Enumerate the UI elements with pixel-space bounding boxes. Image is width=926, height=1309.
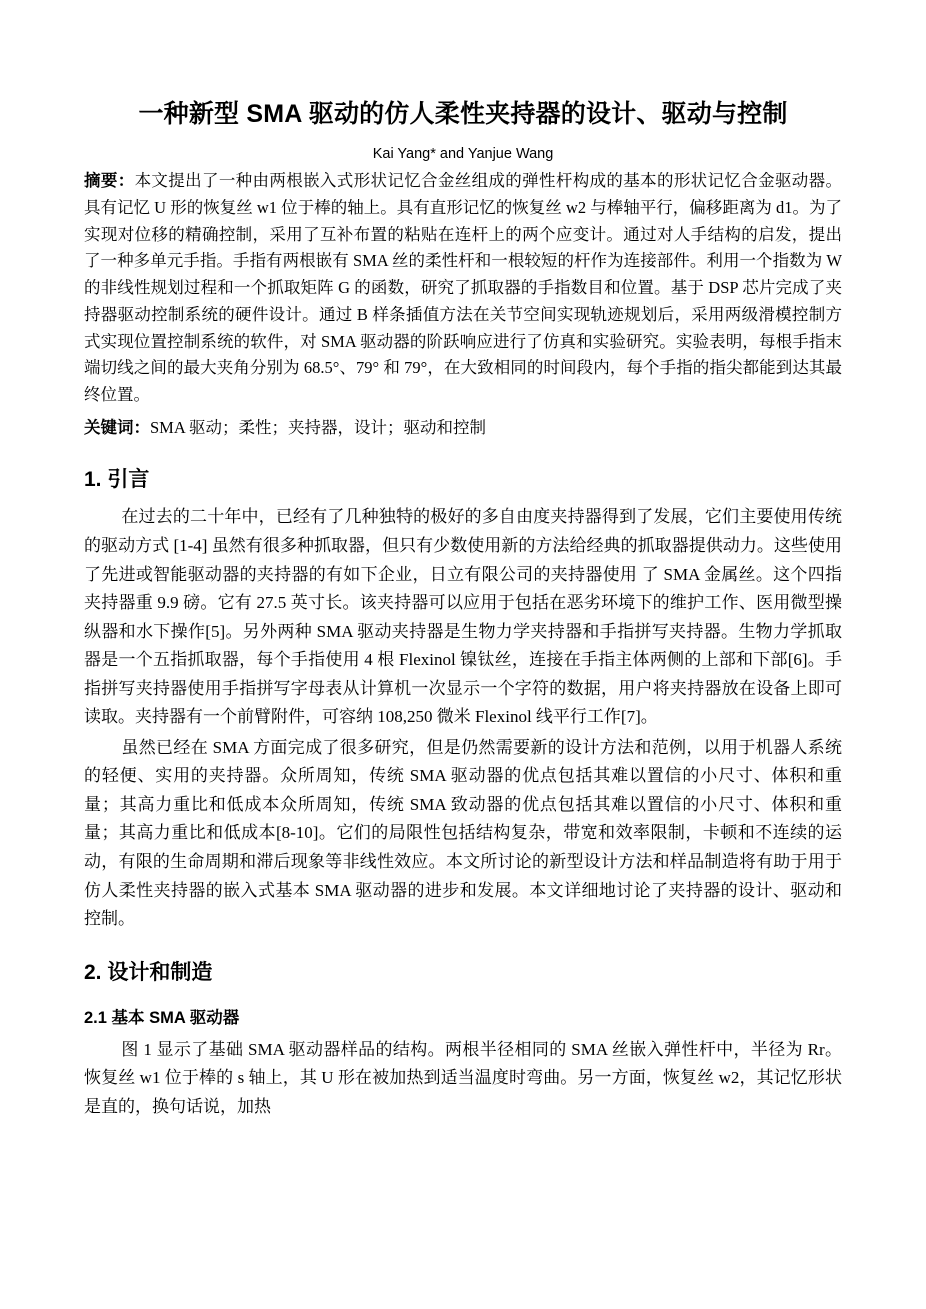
author-list: Kai Yang* and Yanjue Wang [372, 146, 554, 163]
paragraph: 在过去的二十年中，已经有了几种独特的极好的多自由度夹持器得到了发展，它们主要使用传统的驱动方式 [1-4] 虽然有很多种抓取器，但只有少数使用新的方法给经典的抓取器提供动力。这些使用了先进或智能驱动器的夹持器的有如下企业，日立有限公司的夹持器使用 了 SMA 金属丝。这个四指夹持器重 9.9 磅。它有 27.5 英寸长。该夹持器可以应用于包括在恶劣环境下的维护工作、医用微型操纵器和水下操作[5]。另外两种 SMA 驱动夹持器是生物力学夹持器和手指拼写夹持器。生物力学抓取器是一个五指抓取器，每个手指使用 4 根 Flexinol 镍钛丝，连接在手指主体两侧的上部和下部[6]。手指拼写夹持器使用手指拼写字母表从计算机一次显示一个字符的数据，用户将夹持器放在设备上即可读取。夹持器有一个前臂附件，可容纳 108,250 微米 Flexinol 线平行工作[7]。 [84, 507, 842, 727]
abstract-block [84, 168, 842, 408]
section-heading-2: 2. 设计和制造 [84, 960, 213, 984]
paragraph: 虽然已经在 SMA 方面完成了很多研究，但是仍然需要新的设计方法和范例，以用于机器人系统的轻便、实用的夹持器。众所周知，传统 SMA 驱动器的优点包括其难以置信的小尺寸、体积和重量；其高力重比和低成本众所周知，传统 SMA 致动器的优点包括其难以置信的小尺寸、体积和重量；其高力重比和低成本[8-10]。它们的局限性包括结构复杂，带宽和效率限制，卡顿和不连续的运动，有限的生命周期和滞后现象等非线性效应。本文所讨论的新型设计方法和样品制造将有助于用于仿人柔性夹持器的嵌入式基本 SMA 驱动器的进步和发展。本文详细地讨论了夹持器的设计、驱动和控制。 [84, 737, 842, 929]
abstract-text: 本文提出了一种由两根嵌入式形状记忆合金丝组成的弹性杆构成的基本的形状记忆合金驱动器。具有记忆 U 形的恢复丝 w1 位于棒的轴上。具有直形记忆的恢复丝 w2 与棒轴平行，偏移距离为 d1。为了实现对位移的精确控制，采用了互补布置的粘贴在连杆上的两个应变计。通过对人手结构的启发，提出了一种多单元手指。手指有两根嵌有 SMA 丝的柔性杆和一根较短的杆作为连接部件。利用一个指数为 W 的非线性规划过程和一个抓取矩阵 G 的函数，研究了抓取器的手指数目和位置。基于 DSP 芯片完成了夹持器驱动控制系统的硬件设计。通过 B 样条插值方法在关节空间实现轨迹规划后，采用两级滑模控制方式实现位置控制系统的软件，对 SMA 驱动器的阶跃响应进行了仿真和实验研究。实验表明，每根手指末端切线之间的最大夹角分别为 68.5°、79° 和 79°，在大致相同的时间段内，每个手指的指尖都能到达其最终位置。 [84, 171, 843, 404]
keywords-block [84, 415, 842, 442]
keywords-label: 关键词： [84, 417, 150, 437]
page-title: 一种新型 SMA 驱动的仿人柔性夹持器的设计、驱动与控制 [138, 100, 788, 128]
subsection-heading-2-1: 2.1 基本 SMA 驱动器 [84, 1008, 240, 1027]
keywords-text: SMA 驱动；柔性；夹持器，设计；驱动和控制 [150, 417, 486, 437]
abstract-label: 摘要： [84, 171, 135, 191]
section-heading-1: 1. 引言 [84, 468, 150, 492]
paragraph: 图 1 显示了基础 SMA 驱动器样品的结构。两根半径相同的 SMA 丝嵌入弹性杆中，半径为 Rr。恢复丝 w1 位于棒的 s 轴上，其 U 形在被加热到适当温度时弯曲。另一方面，恢复丝 w2，其记忆形状是直的，换句话说，加热 [84, 1039, 842, 1116]
